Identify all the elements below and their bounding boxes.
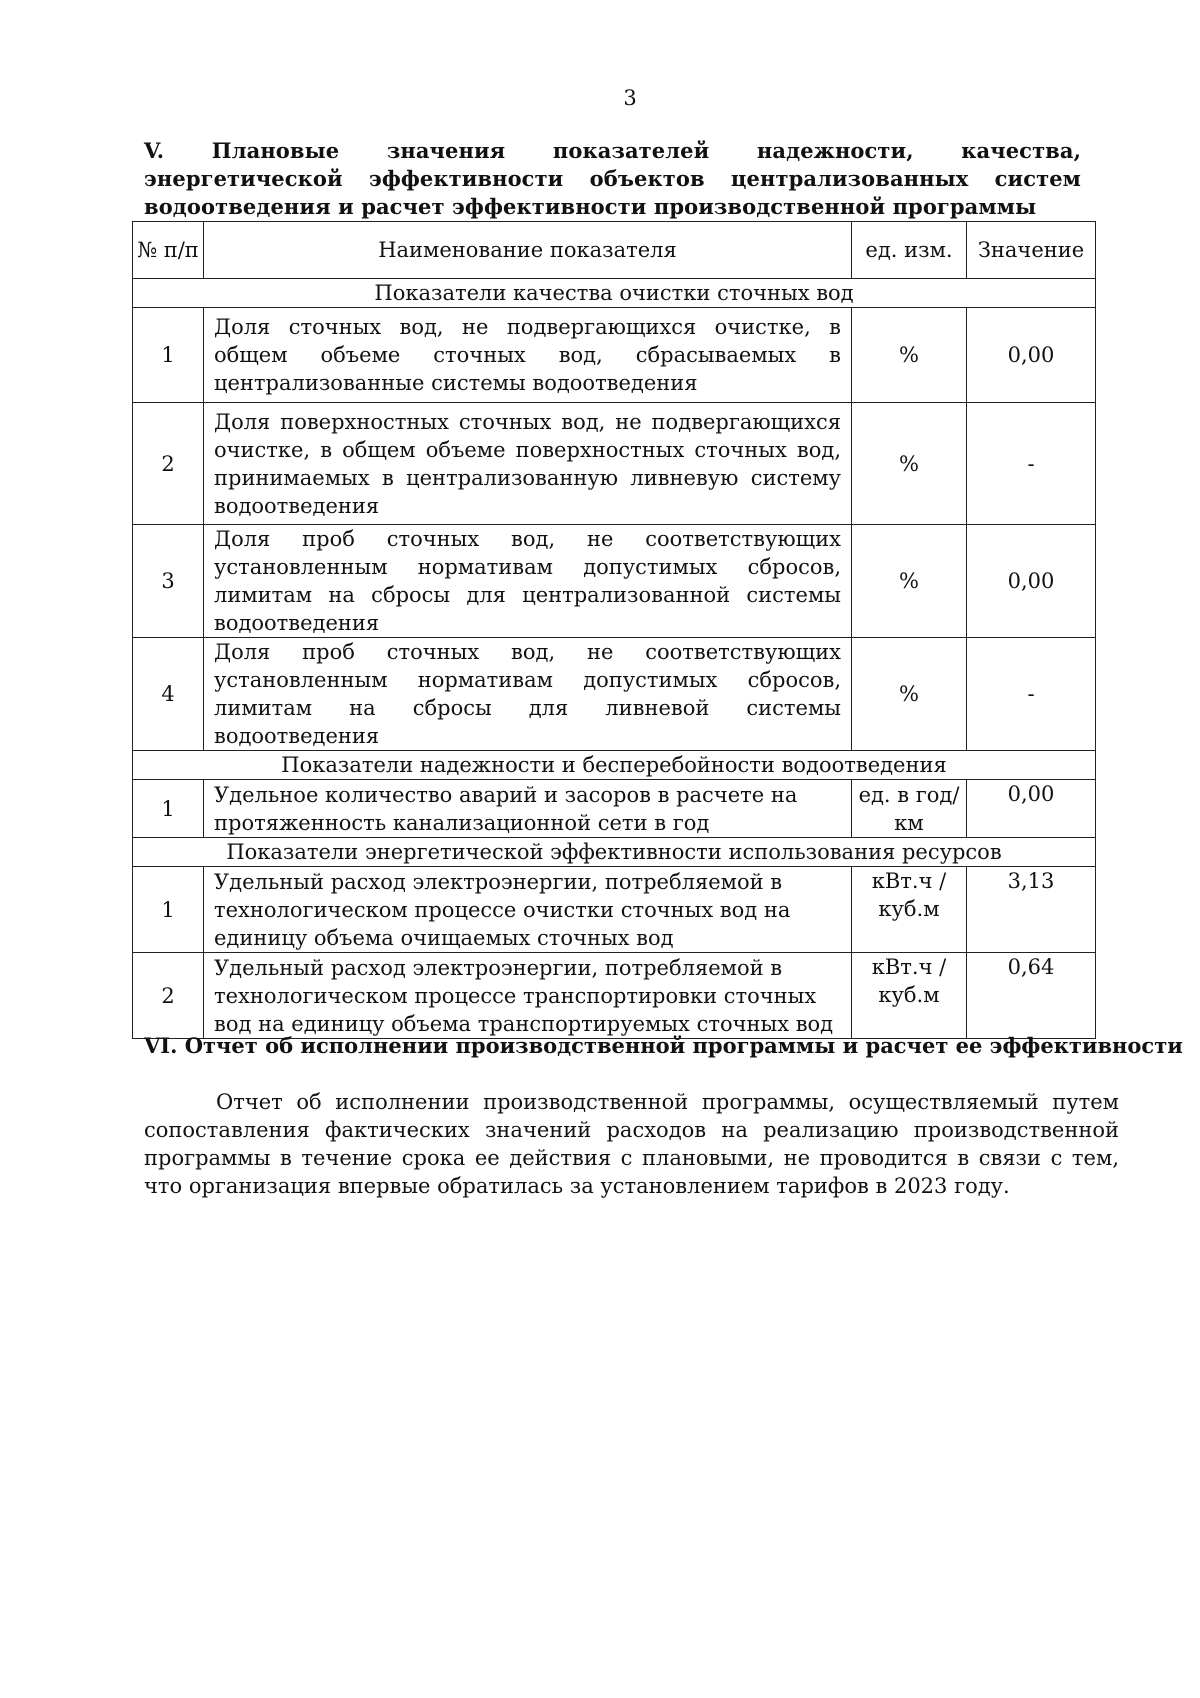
row-unit: % [852,525,967,638]
row-name: Удельный расход электроэнергии, потребляемой в технологическом процессе транспортировки сточных вод на единицу объема транспортируемых сточных вод [204,953,852,1039]
row-name: Доля сточных вод, не подвергающихся очистке, в общем объеме сточных вод, сбрасываемых в централизованные системы водоотведения [204,308,852,403]
row-unit: кВт.ч / куб.м [852,867,967,953]
row-value: 0,00 [967,780,1096,838]
row-value: 0,00 [967,525,1096,638]
row-value: 0,64 [967,953,1096,1039]
header-num: № п/п [133,222,204,279]
header-value: Значение [967,222,1096,279]
table-row [133,953,1096,1039]
row-num: 1 [133,308,204,403]
row-num: 3 [133,525,204,638]
row-num: 2 [133,403,204,525]
indicators-table [132,221,1096,1039]
row-name: Доля поверхностных сточных вод, не подвергающихся очистке, в общем объеме поверхностных сточных вод, принимаемых в централизованную ливневую систему водоотведения [204,403,852,525]
section-v-heading: V. Плановые значения показателей надежности, качества, энергетической эффективности объектов централизованных систем водоотведения и расчет эффективности производственной программы [144,138,1081,219]
group-title: Показатели энергетической эффективности использования ресурсов [133,838,1096,867]
group-row-reliability [133,751,1096,780]
table-row [133,308,1096,403]
group-title: Показатели качества очистки сточных вод [133,279,1096,308]
row-num: 4 [133,638,204,751]
row-unit: ед. в год/ км [852,780,967,838]
report-paragraph: Отчет об исполнении производственной программы, осуществляемый путем сопоставления фактических значений расходов на реализацию производственной программы в течение срока ее действия с плановыми, не проводится в связи с тем, что организация впервые обратилась за установлением тарифов в 2023 году. [144,1090,1119,1198]
row-unit: % [852,638,967,751]
group-row-quality [133,279,1096,308]
row-unit: % [852,403,967,525]
row-unit: кВт.ч / куб.м [852,953,967,1039]
header-unit: ед. изм. [852,222,967,279]
table-row [133,867,1096,953]
row-name: Удельное количество аварий и засоров в расчете на протяженность канализационной сети в год [204,780,852,838]
table-row [133,525,1096,638]
group-row-energy [133,838,1096,867]
table-row [133,780,1096,838]
page-number: 3 [623,86,637,110]
row-unit: % [852,308,967,403]
row-value: 3,13 [967,867,1096,953]
table-row [133,403,1096,525]
row-num: 2 [133,953,204,1039]
group-title: Показатели надежности и бесперебойности водоотведения [133,751,1096,780]
row-name: Доля проб сточных вод, не соответствующих установленным нормативам допустимых сбросов, лимитам на сбросы для централизованной системы водоотведения [204,525,852,638]
table-header-row [133,222,1096,279]
row-name: Удельный расход электроэнергии, потребляемой в технологическом процессе очистки сточных вод на единицу объема очищаемых сточных вод [204,867,852,953]
header-name: Наименование показателя [204,222,852,279]
row-value: - [967,403,1096,525]
row-num: 1 [133,780,204,838]
section-vi-heading: VI. Отчет об исполнении производственной программы и расчет ее эффективности [144,1033,1183,1058]
row-name: Доля проб сточных вод, не соответствующих установленным нормативам допустимых сбросов, лимитам на сбросы для ливневой системы водоотведения [204,638,852,751]
row-num: 1 [133,867,204,953]
row-value: 0,00 [967,308,1096,403]
row-value: - [967,638,1096,751]
table-row [133,638,1096,751]
